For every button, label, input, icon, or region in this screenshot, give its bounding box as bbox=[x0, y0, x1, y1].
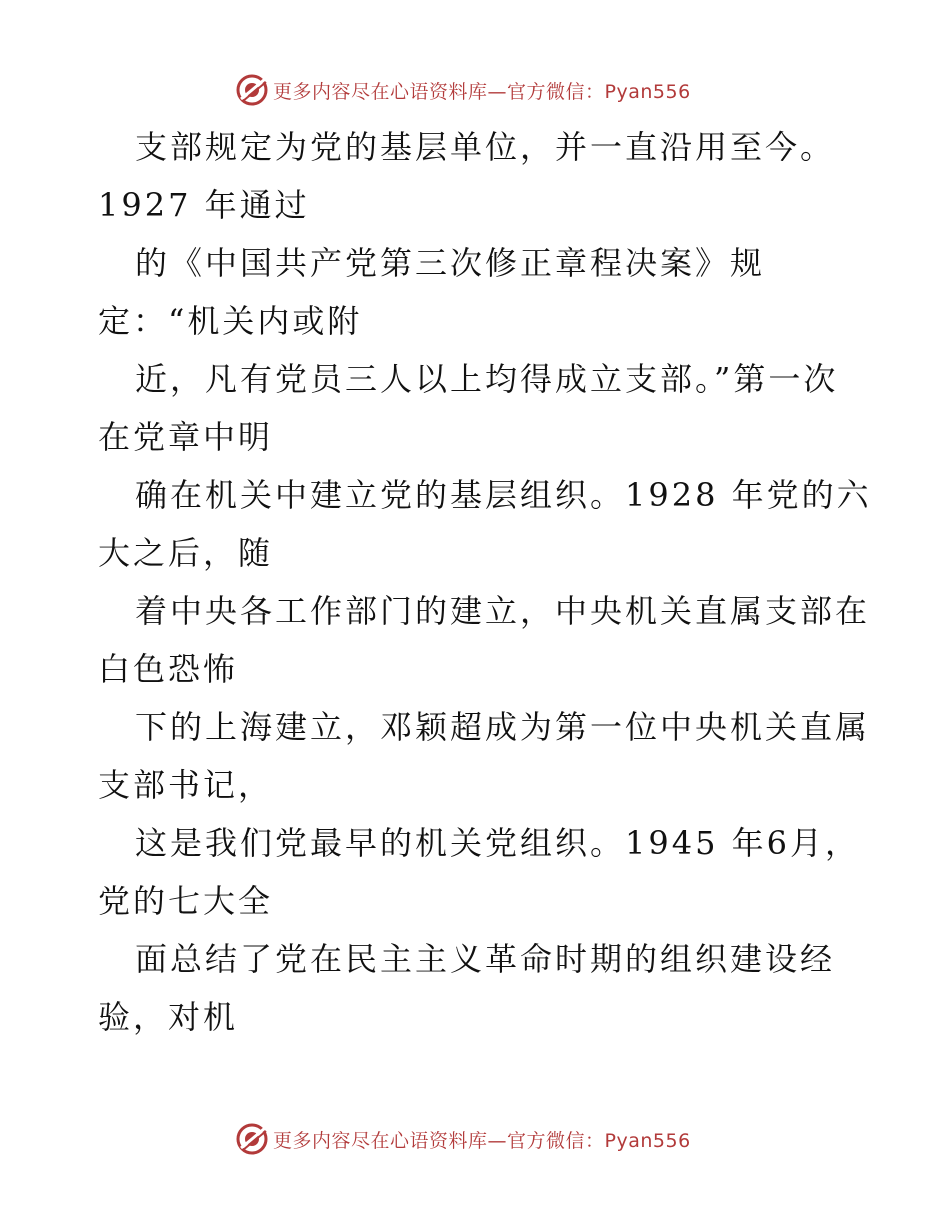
ribbon-logo-icon bbox=[235, 73, 269, 107]
text-line: 在党章中明 bbox=[98, 418, 274, 456]
ribbon-logo-icon bbox=[235, 1122, 269, 1156]
text-line: 支部规定为党的基层单位，并一直沿用至今。 bbox=[135, 128, 836, 166]
text-line: 验，对机 bbox=[98, 998, 239, 1036]
footer-banner-text: 更多内容尽在心语资料库—官方微信：Pyan556 bbox=[273, 1129, 691, 1152]
text-line: 确在机关中建立党的基层组织。1928 年党的六 bbox=[135, 476, 872, 514]
footer-banner bbox=[235, 1122, 691, 1156]
text-line: 大之后，随 bbox=[98, 534, 274, 572]
text-line: 面总结了党在民主主义革命时期的组织建设经 bbox=[135, 940, 836, 978]
text-line: 1927 年通过 bbox=[98, 186, 310, 224]
text-line: 白色恐怖 bbox=[98, 650, 239, 688]
text-line: 支部书记， bbox=[98, 766, 274, 804]
text-line: 党的七大全 bbox=[98, 882, 274, 920]
text-line: 着中央各工作部门的建立，中央机关直属支部在 bbox=[135, 592, 871, 630]
text-line: 的《中国共产党第三次修正章程决案》规 bbox=[135, 244, 766, 282]
header-banner bbox=[235, 73, 691, 107]
text-line: 近，凡有党员三人以上均得成立支部。”第一次 bbox=[135, 360, 839, 398]
text-line: 定：“机关内或附 bbox=[98, 302, 363, 340]
document-body bbox=[98, 118, 872, 1046]
header-banner-text: 更多内容尽在心语资料库—官方微信：Pyan556 bbox=[273, 80, 691, 103]
text-line: 下的上海建立，邓颖超成为第一位中央机关直属 bbox=[135, 708, 871, 746]
text-line: 这是我们党最早的机关党组织。1945 年6月， bbox=[135, 824, 860, 862]
